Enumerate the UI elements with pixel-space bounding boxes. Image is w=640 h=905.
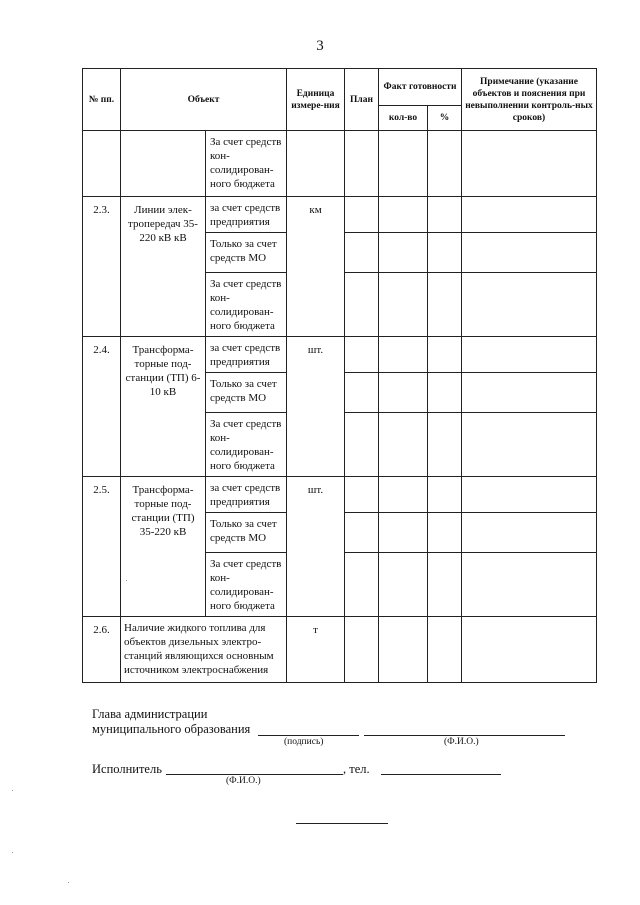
table-row [83, 617, 597, 683]
scan-speck [12, 852, 13, 853]
table-row [83, 477, 597, 513]
object-name: Линии элек-тропередач 35-220 кВ кВ [121, 197, 206, 337]
header-unit: Единица измере-ния [287, 69, 345, 131]
readiness-table [82, 68, 597, 683]
unit-value: км [287, 197, 345, 337]
head-title: Глава администрации [92, 707, 208, 721]
funding-source: Только за счет средств МО [206, 373, 287, 413]
executor-fio-caption: (Ф.И.О.) [226, 776, 261, 786]
scan-speck [12, 790, 13, 791]
funding-source: За счет средств кон-солидирован-ного бюджета [206, 553, 287, 617]
unit-value: шт. [287, 337, 345, 477]
header-num: № пп. [83, 69, 121, 131]
table-row [83, 131, 597, 197]
funding-source: за счет средств предприятия [206, 337, 287, 373]
funding-source: За счет средств кон-солидирован-ного бюджета [206, 131, 287, 197]
funding-source: за счет средств предприятия [206, 477, 287, 513]
head-subtitle: муниципального образования [92, 722, 251, 736]
table-row [83, 197, 597, 233]
header-plan: План [345, 69, 379, 131]
header-pct: % [428, 106, 462, 131]
row-number: 2.6. [83, 617, 121, 683]
object-name: Наличие жидкого топлива для объектов дизельных электро-станций являющихся основным источником электроснабжения [121, 617, 287, 683]
header-fact: Факт готовности [379, 69, 462, 106]
unit-value: шт. [287, 477, 345, 617]
header-qty: кол-во [379, 106, 428, 131]
object-name: Трансформа-торные под-станции (ТП) 6-10 кВ [121, 337, 206, 477]
signature-caption: (подпись) [284, 737, 324, 747]
object-name: Трансформа-торные под-станции (ТП) 35-220 кВ [121, 477, 206, 617]
header-object: Объект [121, 69, 287, 131]
row-number: 2.4. [83, 337, 121, 477]
executor-fio-line[interactable] [166, 774, 343, 775]
funding-source: За счет средств кон-солидирован-ного бюджета [206, 413, 287, 477]
bottom-divider [296, 823, 388, 824]
table-row [83, 337, 597, 373]
scan-speck [68, 882, 69, 883]
row-number: 2.5. [83, 477, 121, 617]
funding-source: Только за счет средств МО [206, 233, 287, 273]
page-number: 3 [316, 38, 324, 54]
header-note: Примечание (указание объектов и пояснения при невыполнении контроль-ных сроков) [462, 69, 597, 131]
fio-line[interactable] [364, 735, 565, 736]
row-number: 2.3. [83, 197, 121, 337]
fio-caption: (Ф.И.О.) [444, 737, 479, 747]
funding-source: за счет средств предприятия [206, 197, 287, 233]
funding-source: Только за счет средств МО [206, 513, 287, 553]
funding-source: За счет средств кон-солидирован-ного бюджета [206, 273, 287, 337]
signature-line[interactable] [258, 735, 359, 736]
unit-value: т [287, 617, 345, 683]
phone-label: , тел. [343, 762, 370, 776]
executor-label: Исполнитель [92, 762, 162, 776]
scan-speck [126, 580, 127, 581]
phone-line[interactable] [381, 774, 501, 775]
